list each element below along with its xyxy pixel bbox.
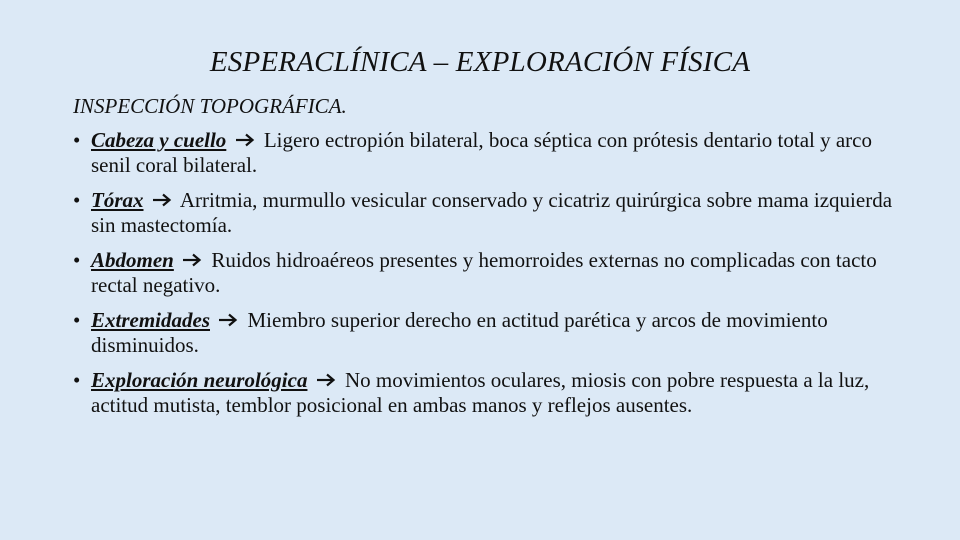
bullet-icon: • [73,127,81,152]
bullet-icon: • [73,187,81,212]
item-text: Arritmia, murmullo vesicular conservado y cicatriz quirúrgica sobre mama izquierda sin mastectomía. [91,187,893,237]
item-text: Ligero ectropión bilateral, boca séptica con prótesis dentario total y arco senil coral bilateral. [91,127,872,177]
list-item [73,308,893,359]
arrow-right-icon [182,253,202,267]
slide-title: ESPERACLÍNICA – EXPLORACIÓN FÍSICA [209,46,751,78]
list-item [73,248,893,299]
item-text: Miembro superior derecho en actitud parética y arcos de movimiento disminuidos. [91,307,828,357]
list-item [73,188,893,239]
arrow-right-icon [235,133,255,147]
arrow-right-icon [218,313,238,327]
findings-list [73,128,893,419]
item-term: Abdomen [91,247,174,272]
list-item [73,368,893,419]
list-item [73,128,893,179]
item-term: Exploración neurológica [91,367,308,392]
item-text: No movimientos oculares, miosis con pobre respuesta a la luz, actitud mutista, temblor posicional en ambas manos y reflejos ausentes. [91,367,870,417]
bullet-icon: • [73,367,81,392]
arrow-right-icon [316,373,336,387]
item-term: Cabeza y cuello [91,127,227,152]
bullet-icon: • [73,307,81,332]
item-term: Extremidades [91,307,210,332]
subheading: INSPECCIÓN TOPOGRÁFICA. [73,94,347,118]
item-text: Ruidos hidroaéreos presentes y hemorroides externas no complicadas con tacto rectal negativo. [91,247,877,297]
arrow-right-icon [152,193,172,207]
slide-body [73,94,893,428]
item-term: Tórax [91,187,144,212]
bullet-icon: • [73,247,81,272]
